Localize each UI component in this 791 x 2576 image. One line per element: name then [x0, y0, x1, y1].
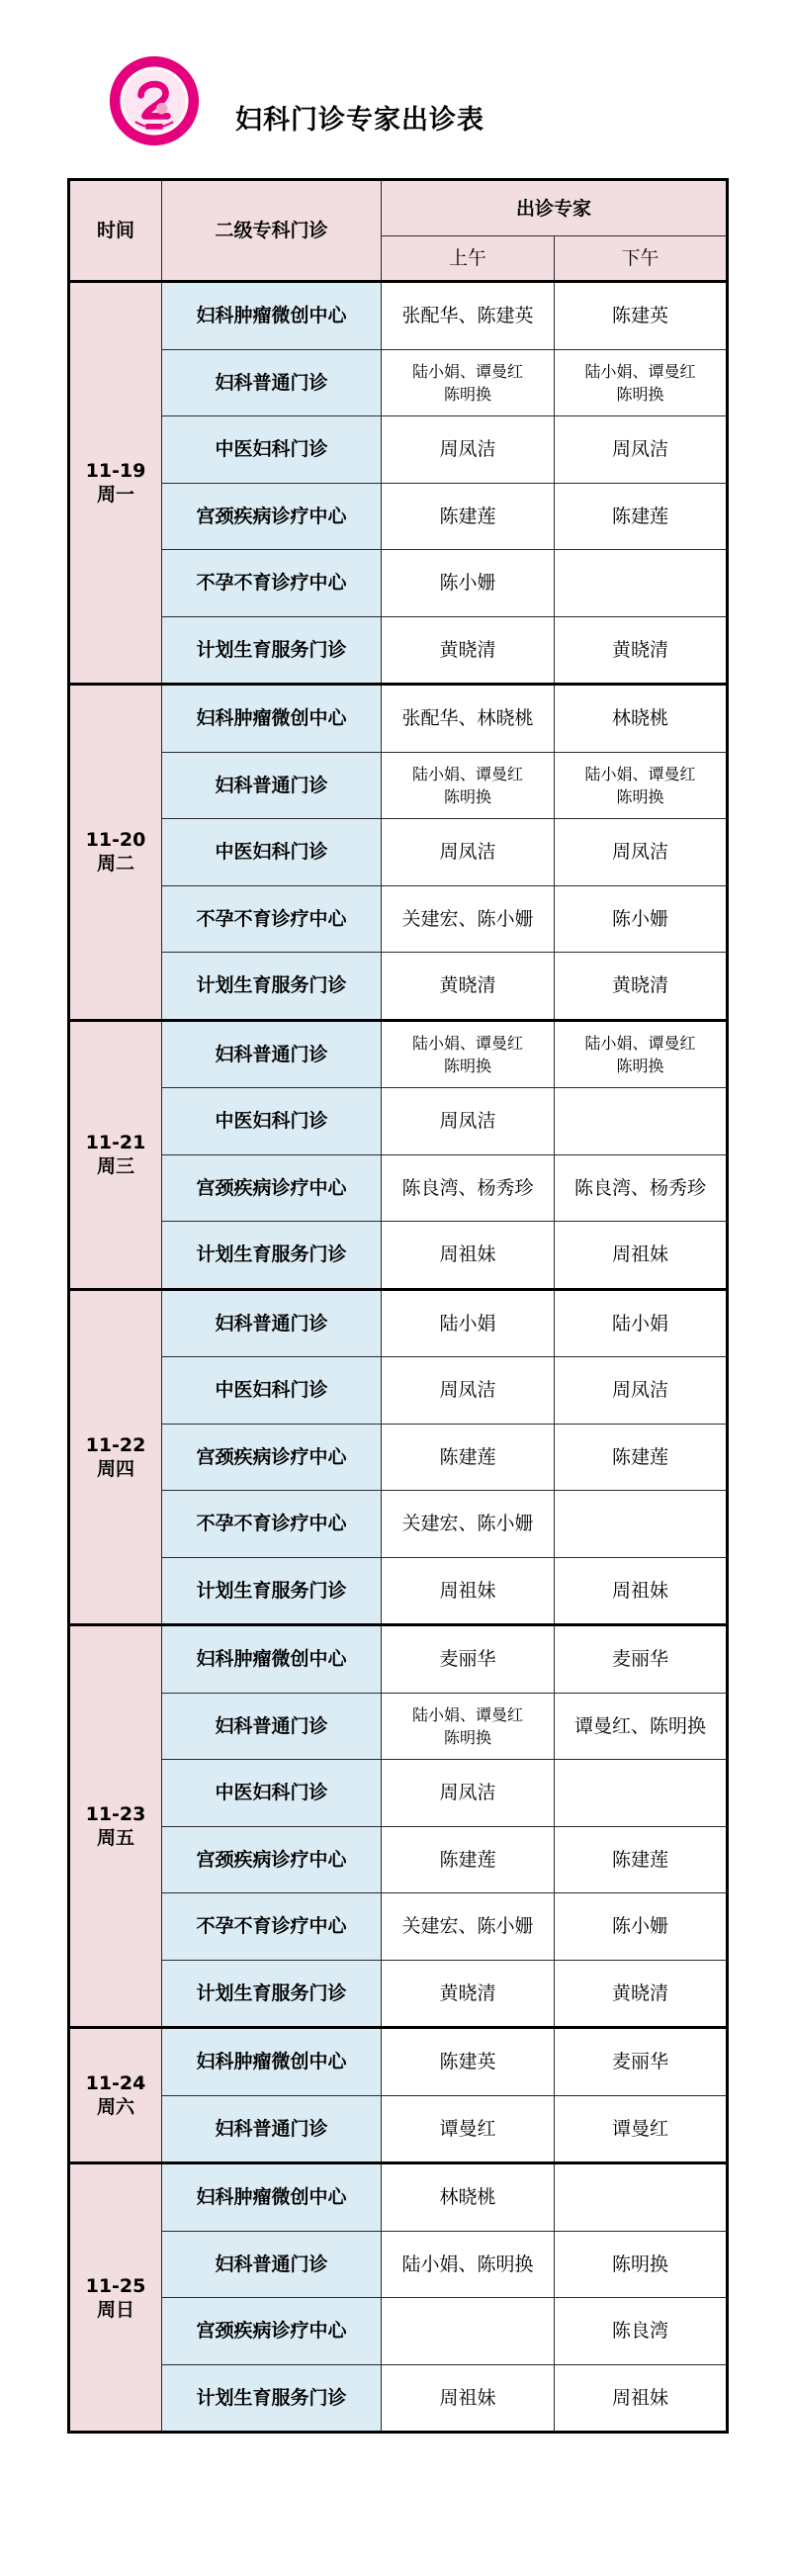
- pm-doctors-cell: 谭曼红、陈明换: [555, 1693, 728, 1760]
- day-weekday: 周六: [96, 2096, 134, 2118]
- am-doctors-cell: 周凤洁: [382, 819, 555, 886]
- dept-cell: 妇科普通门诊: [162, 752, 382, 819]
- am-doctors-cell: 关建宏、陈小姗: [382, 1893, 555, 1961]
- dept-cell: 不孕不育诊疗中心: [162, 885, 382, 953]
- table-row: [69, 1893, 728, 1961]
- pm-doctors-cell: 陈建英: [555, 282, 728, 350]
- pm-doctors-cell: 黄晓清: [555, 953, 728, 1021]
- dept-cell: 中医妇科门诊: [162, 1760, 382, 1827]
- table-row: [69, 685, 728, 753]
- pm-doctors-cell: 陈小姗: [555, 1893, 728, 1961]
- dept-cell: 妇科肿瘤微创中心: [162, 2163, 382, 2232]
- pm-doctors-cell: 陈建莲: [555, 483, 728, 550]
- table-row: [69, 885, 728, 953]
- pm-doctors-cell: [555, 1760, 728, 1827]
- dept-cell: 妇科普通门诊: [162, 1693, 382, 1760]
- pm-doctors-cell: 陆小娟、谭曼红 陈明换: [555, 349, 728, 416]
- dept-cell: 计划生育服务门诊: [162, 616, 382, 685]
- am-doctors-cell: 关建宏、陈小姗: [382, 1491, 555, 1558]
- dept-cell: 中医妇科门诊: [162, 1088, 382, 1155]
- am-doctors-cell: 陈小姗: [382, 550, 555, 617]
- table-row: [69, 2028, 728, 2096]
- pm-doctors-cell: [555, 550, 728, 617]
- day-cell: [69, 685, 162, 1021]
- day-weekday: 周二: [96, 853, 134, 875]
- table-row: [69, 752, 728, 819]
- dept-cell: 宫颈疾病诊疗中心: [162, 483, 382, 550]
- pm-doctors-cell: 黄晓清: [555, 616, 728, 685]
- am-doctors-cell: 陆小娟、陈明换: [382, 2231, 555, 2298]
- day-date: 11-23: [85, 1803, 146, 1825]
- pm-doctors-cell: 陈明换: [555, 2231, 728, 2298]
- pm-doctors-cell: 陈建莲: [555, 1826, 728, 1893]
- table-row: [69, 1557, 728, 1625]
- am-doctors-cell: 周凤洁: [382, 1088, 555, 1155]
- dept-cell: 妇科普通门诊: [162, 1289, 382, 1357]
- day-cell: [69, 2028, 162, 2163]
- dept-cell: 宫颈疾病诊疗中心: [162, 1826, 382, 1893]
- pm-doctors-cell: 周祖妹: [555, 2364, 728, 2433]
- pm-doctors-cell: 黄晓清: [555, 1960, 728, 2028]
- table-row: [69, 550, 728, 617]
- table-row: [69, 349, 728, 416]
- day-cell: [69, 1625, 162, 2028]
- am-doctors-cell: 陈良湾、杨秀珍: [382, 1154, 555, 1222]
- dept-cell: 妇科肿瘤微创中心: [162, 2028, 382, 2096]
- table-row: [69, 1826, 728, 1893]
- day-date: 11-24: [85, 2072, 146, 2094]
- dept-cell: 妇科普通门诊: [162, 2095, 382, 2163]
- dept-cell: 中医妇科门诊: [162, 819, 382, 886]
- am-doctors-cell: 陈建莲: [382, 483, 555, 550]
- table-row: [69, 1491, 728, 1558]
- dept-cell: 中医妇科门诊: [162, 1357, 382, 1425]
- table-row: [69, 819, 728, 886]
- dept-cell: 不孕不育诊疗中心: [162, 1893, 382, 1961]
- pm-doctors-cell: 周祖妹: [555, 1222, 728, 1290]
- dept-cell: 不孕不育诊疗中心: [162, 550, 382, 617]
- header-dept: 二级专科门诊: [162, 180, 382, 282]
- am-doctors-cell: 陆小娟、谭曼红 陈明换: [382, 1693, 555, 1760]
- table-row: [69, 1154, 728, 1222]
- am-doctors-cell: 黄晓清: [382, 1960, 555, 2028]
- pm-doctors-cell: 周凤洁: [555, 416, 728, 484]
- day-weekday: 周四: [96, 1457, 134, 1480]
- table-row: [69, 1289, 728, 1357]
- pm-doctors-cell: 陈建莲: [555, 1424, 728, 1491]
- table-row: [69, 1222, 728, 1290]
- table-row: [69, 483, 728, 550]
- table-row: [69, 2364, 728, 2433]
- am-doctors-cell: 陆小娟、谭曼红 陈明换: [382, 752, 555, 819]
- table-row: [69, 616, 728, 685]
- day-cell: [69, 1020, 162, 1289]
- dept-cell: 妇科肿瘤微创中心: [162, 1625, 382, 1694]
- am-doctors-cell: 黄晓清: [382, 953, 555, 1021]
- dept-cell: 中医妇科门诊: [162, 416, 382, 484]
- am-doctors-cell: 陈建莲: [382, 1424, 555, 1491]
- table-row: [69, 1020, 728, 1088]
- am-doctors-cell: 陆小娟: [382, 1289, 555, 1357]
- am-doctors-cell: 周祖妹: [382, 1557, 555, 1625]
- table-row: [69, 1693, 728, 1760]
- pm-doctors-cell: 陈小姗: [555, 885, 728, 953]
- pm-doctors-cell: 麦丽华: [555, 1625, 728, 1694]
- dept-cell: 计划生育服务门诊: [162, 1557, 382, 1625]
- pm-doctors-cell: 谭曼红: [555, 2095, 728, 2163]
- pm-doctors-cell: 麦丽华: [555, 2028, 728, 2096]
- pm-doctors-cell: 周凤洁: [555, 1357, 728, 1425]
- day-date: 11-25: [85, 2274, 146, 2297]
- day-weekday: 周三: [96, 1155, 134, 1177]
- page-title: 妇科门诊专家出诊表: [235, 105, 484, 136]
- header-pm: 下午: [555, 236, 728, 282]
- am-doctors-cell: 张配华、陈建英: [382, 282, 555, 350]
- header-time: 时间: [69, 180, 162, 282]
- am-doctors-cell: 张配华、林晓桃: [382, 685, 555, 753]
- am-doctors-cell: 黄晓清: [382, 616, 555, 685]
- dept-cell: 计划生育服务门诊: [162, 1222, 382, 1290]
- dept-cell: 计划生育服务门诊: [162, 2364, 382, 2433]
- pm-doctors-cell: 陆小娟、谭曼红 陈明换: [555, 1020, 728, 1088]
- table-row: [69, 953, 728, 1021]
- dept-cell: 妇科肿瘤微创中心: [162, 282, 382, 350]
- hospital-logo-icon: [107, 53, 202, 148]
- am-doctors-cell: 周祖妹: [382, 2364, 555, 2433]
- day-date: 11-19: [85, 460, 146, 482]
- dept-cell: 宫颈疾病诊疗中心: [162, 1424, 382, 1491]
- am-doctors-cell: 关建宏、陈小姗: [382, 885, 555, 953]
- am-doctors-cell: 陆小娟、谭曼红 陈明换: [382, 349, 555, 416]
- table-row: [69, 2298, 728, 2365]
- pm-doctors-cell: 林晓桃: [555, 685, 728, 753]
- day-cell: [69, 282, 162, 685]
- am-doctors-cell: 周祖妹: [382, 1222, 555, 1290]
- day-date: 11-21: [85, 1132, 146, 1153]
- am-doctors-cell: 陈建莲: [382, 1826, 555, 1893]
- table-row: [69, 1424, 728, 1491]
- dept-cell: 宫颈疾病诊疗中心: [162, 1154, 382, 1222]
- table-row: [69, 1625, 728, 1694]
- day-cell: [69, 2163, 162, 2433]
- pm-doctors-cell: 周凤洁: [555, 819, 728, 886]
- am-doctors-cell: 陆小娟、谭曼红 陈明换: [382, 1020, 555, 1088]
- day-cell: [69, 1289, 162, 1625]
- header-am: 上午: [382, 236, 555, 282]
- dept-cell: 妇科普通门诊: [162, 349, 382, 416]
- table-row: [69, 2095, 728, 2163]
- schedule-table: [67, 178, 729, 2434]
- pm-doctors-cell: 陈良湾、杨秀珍: [555, 1154, 728, 1222]
- pm-doctors-cell: [555, 1491, 728, 1558]
- am-doctors-cell: 林晓桃: [382, 2163, 555, 2232]
- day-date: 11-22: [85, 1433, 146, 1456]
- dept-cell: 妇科肿瘤微创中心: [162, 685, 382, 753]
- am-doctors-cell: 周凤洁: [382, 1760, 555, 1827]
- dept-cell: 妇科普通门诊: [162, 2231, 382, 2298]
- pm-doctors-cell: [555, 2163, 728, 2232]
- am-doctors-cell: [382, 2298, 555, 2365]
- day-weekday: 周一: [96, 484, 134, 506]
- am-doctors-cell: 周凤洁: [382, 1357, 555, 1425]
- pm-doctors-cell: 陆小娟、谭曼红 陈明换: [555, 752, 728, 819]
- am-doctors-cell: 陈建英: [382, 2028, 555, 2096]
- dept-cell: 妇科普通门诊: [162, 1020, 382, 1088]
- table-row: [69, 282, 728, 350]
- table-row: [69, 1960, 728, 2028]
- dept-cell: 不孕不育诊疗中心: [162, 1491, 382, 1558]
- am-doctors-cell: 周凤洁: [382, 416, 555, 484]
- day-date: 11-20: [85, 829, 146, 852]
- page-header: [0, 0, 791, 178]
- table-row: [69, 1760, 728, 1827]
- pm-doctors-cell: 陈良湾: [555, 2298, 728, 2365]
- day-weekday: 周五: [96, 1827, 134, 1849]
- day-weekday: 周日: [96, 2298, 134, 2321]
- table-row: [69, 2163, 728, 2232]
- table-row: [69, 1088, 728, 1155]
- header-experts: 出诊专家: [382, 180, 728, 236]
- pm-doctors-cell: 陆小娟: [555, 1289, 728, 1357]
- table-row: [69, 2231, 728, 2298]
- pm-doctors-cell: 周祖妹: [555, 1557, 728, 1625]
- dept-cell: 宫颈疾病诊疗中心: [162, 2298, 382, 2365]
- dept-cell: 计划生育服务门诊: [162, 1960, 382, 2028]
- table-row: [69, 1357, 728, 1425]
- pm-doctors-cell: [555, 1088, 728, 1155]
- am-doctors-cell: 麦丽华: [382, 1625, 555, 1694]
- table-header-row: [69, 180, 728, 236]
- dept-cell: 计划生育服务门诊: [162, 953, 382, 1021]
- table-row: [69, 416, 728, 484]
- am-doctors-cell: 谭曼红: [382, 2095, 555, 2163]
